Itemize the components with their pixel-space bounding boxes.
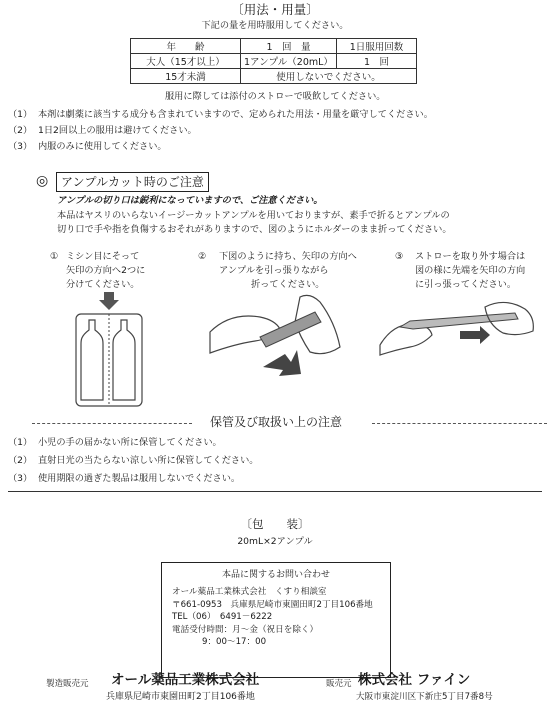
table-row [131,69,417,84]
divider [372,423,547,424]
cell-frequency: 1 回 [336,54,416,69]
cell-dose: 1アンプル（20mL） [241,54,337,69]
ampoule-body-line1: 本品はヤスリのいらないイージーカットアンプルを用いておりますが、素手で折るとアンプルの [57,210,450,221]
contact-hours: 電話受付時間：月～金（祝日を除く） [172,624,319,635]
contact-heading: 本品に関するお問い合わせ [221,570,330,580]
dosage-table [130,38,417,84]
cell-age: 大人（15才以上） [131,54,241,69]
usage-subtitle: 下記の量を用時服用してください。 [201,20,349,31]
usage-notes [8,108,548,153]
divider [32,423,192,424]
contact-address: 〒661-0953 兵庫県尼崎市東園田町2丁目106番地 [172,599,373,610]
table-header-row [131,39,417,54]
header-frequency: 1日服用回数 [336,39,416,54]
right-arrow-icon [460,326,490,344]
ampoule-pair-illustration [62,290,152,410]
step-3-number: ③ [395,251,404,262]
list-item: （1） 本剤は劇薬に該当する成分も含まれていますので、定められた用法・用量を厳守してください。 [8,109,433,120]
step-1-number: ① [50,251,59,262]
step-2-number: ② [198,251,207,262]
list-item: （2） 直射日光の当たらない涼しい所に保管してください。 [8,455,259,466]
double-circle-icon: ◎ [36,173,49,189]
step-2-text: 下図のように持ち、矢印の方向へ アンプルを引っ張りながら 折ってください。 [219,251,357,290]
seller-name: 株式会社 ファイン [358,672,471,688]
ampoule-body-line2: 切り口で手や指を負傷するおそれがありますので、図のようにホルダーのまま折ってください。 [57,224,452,235]
storage-notes [8,436,548,485]
seller-address: 大阪市東淀川区下新庄5丁目7番8号 [356,692,493,702]
list-item: （2） 1日2回以上の服用は避けてください。 [8,125,197,136]
straw-pull-illustration [375,295,540,380]
bend-arrow-icon [263,350,301,376]
maker-name: オール薬品工業株式会社 [111,672,260,688]
header-dose: 1 回 量 [241,39,337,54]
down-arrow-icon [99,292,119,310]
divider [8,491,542,492]
cell-age: 15才未満 [131,69,241,84]
contact-hours-time: 9：00～17：00 [202,637,267,647]
cell-dose: 使用しないでください。 [241,69,417,84]
maker-label: 製造販売元 [46,679,89,689]
seller-label: 販売元 [326,679,352,689]
storage-title: 保管及び取扱い上の注意 [210,415,343,429]
ampoule-warning: アンプルの切り口は鋭利になっていますので、ご注意ください。 [57,195,323,206]
table-row [131,54,417,69]
package-title: 〔包 装〕 [240,517,310,531]
straw-note: 服用に際しては添付のストローで吸飲してください。 [165,91,386,102]
hands-break-ampoule-illustration [205,292,355,384]
list-item: （1） 小児の手の届かない所に保管してください。 [8,437,222,448]
list-item: （3） 内服のみに使用してください。 [8,141,167,152]
step-1-text: ミシン目にそって 矢印の方向へ2つに 分けてください。 [66,251,146,290]
list-item: （3） 使用期限の過ぎた製品は服用しないでください。 [8,473,241,484]
maker-address: 兵庫県尼崎市東園田町2丁目106番地 [106,692,255,702]
contact-tel: TEL（06） 6491－6222 [172,612,273,622]
ampoule-section-title: アンプルカット時のご注意 [56,172,209,192]
contact-company: オール薬品工業株式会社 くすり相談室 [172,587,327,597]
usage-title: 〔用法・用量〕 [231,2,319,17]
package-content: 20mL×2アンプル [237,536,313,547]
header-age: 年 齢 [131,39,241,54]
contact-box [161,562,391,678]
step-3-text: ストローを取り外す場合は 図の様に先端を矢印の方向 に引っ張ってください。 [415,251,526,290]
